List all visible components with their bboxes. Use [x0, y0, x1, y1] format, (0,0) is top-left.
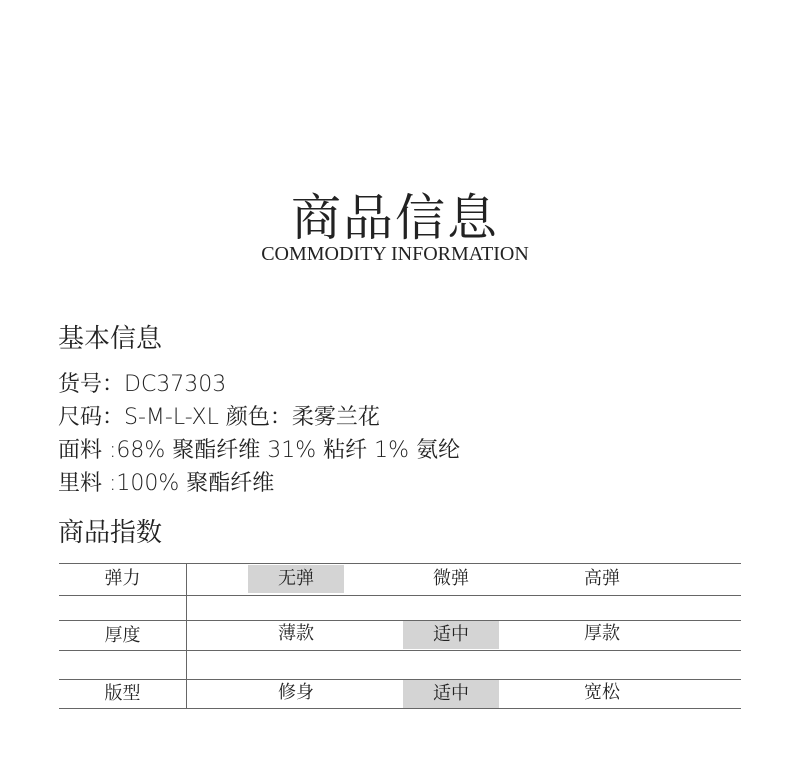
row-label-thickness: 厚度	[104, 625, 141, 646]
page-title-cn: 商品信息	[291, 189, 499, 247]
option-cell: 适中	[403, 680, 499, 708]
option-cell: 高弹	[584, 568, 620, 589]
index-table	[59, 563, 741, 710]
table-rule	[59, 650, 741, 651]
info-line-fabric: 面料 :68% 聚酯纤维 31% 粘纤 1% 氨纶	[58, 438, 461, 463]
basic-info-heading: 基本信息	[58, 324, 163, 354]
option-cell: 修身	[278, 682, 314, 703]
option-cell: 微弹	[433, 568, 469, 589]
table-divider	[186, 563, 187, 709]
option-cell: 薄款	[278, 623, 314, 644]
option-cell: 厚款	[584, 623, 620, 644]
row-label-fit: 版型	[104, 683, 141, 704]
row-label-elasticity: 弹力	[104, 568, 141, 589]
table-rule	[59, 708, 741, 709]
index-heading: 商品指数	[58, 518, 163, 548]
info-line-item-number: 货号：DC37303	[58, 372, 227, 397]
info-line-lining: 里料 :100% 聚酯纤维	[58, 471, 275, 496]
info-line-size-color: 尺码：S-M-L-XL 颜色：柔雾兰花	[58, 405, 380, 430]
table-rule	[59, 595, 741, 596]
option-cell: 宽松	[584, 682, 620, 703]
option-cell: 无弹	[248, 565, 344, 593]
option-cell: 适中	[403, 621, 499, 649]
page-title-en: COMMODITY INFORMATION	[261, 243, 529, 265]
table-rule	[59, 563, 741, 564]
